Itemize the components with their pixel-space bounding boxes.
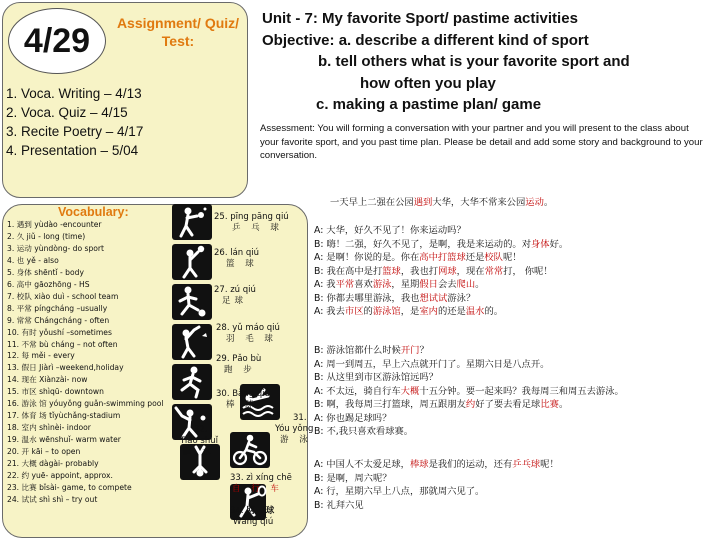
dialog-line: B: 嗨！二强，好久不见了，是啊，我是来运动的。对身体好。 — [314, 238, 569, 250]
sport-label-27 — [214, 285, 256, 307]
dialog-line: B: 不,我只喜欢看球赛。 — [314, 426, 414, 437]
dialog-line: A: 大华，好久不见了！你来运动吗？ — [314, 225, 466, 236]
dialog-block-2 — [314, 344, 718, 439]
vocab-item: 13. 假日 Jiàrì –weekend,holiday — [7, 363, 124, 373]
sport-pinyin: 28. yǔ máo qiú — [216, 323, 280, 333]
sport-hanzi: 足球 — [222, 296, 248, 306]
dialog-line: B: 你都去哪里游泳，我也想试试游泳？ — [314, 292, 476, 304]
vocab-item: 19. 温水 wēnshuǐ- warm water — [7, 435, 121, 445]
dialog-line: A: 周一到周五，早上六点就开门了。星期六日是八点开。 — [314, 358, 550, 370]
running-icon — [172, 364, 212, 400]
dialog-line: A: 是啊！你说的是。你在高中打篮球还是校队呢！ — [314, 252, 522, 263]
vocab-item: 7. 校队 xiào duì - school team — [7, 291, 119, 301]
sport-label-25 — [214, 212, 289, 234]
table-tennis-icon — [172, 204, 212, 240]
sport-pinyin: 33. zì xíng chē — [230, 473, 292, 483]
vocab-item: 23. 比赛 bǐsài- game, to compete — [7, 482, 132, 492]
sport-label-28 — [216, 323, 280, 345]
vocab-item: 21. 大概 dàgài- probably — [7, 459, 99, 469]
badminton-icon — [172, 324, 212, 360]
sport-pinyin: 25. pīng pāng qiú — [214, 212, 289, 222]
vocab-item: 4. 也 yě - also — [7, 255, 59, 265]
dialog-line: B: 礼拜六见 — [314, 499, 364, 511]
vocab-item: 17. 体育 场 tǐyùchǎng-stadium — [7, 411, 121, 421]
dialog-line: B: 游泳馆都什么时候开门？ — [314, 345, 429, 356]
sport-label-31 — [253, 413, 313, 446]
schedule-item: 4. Presentation – 5/04 — [6, 143, 139, 158]
schedule-item: 2. Voca. Quiz – 4/15 — [6, 105, 128, 120]
sport-hanzi: 游 泳 — [280, 435, 312, 445]
vocab-item: 15. 市区 shìqū- downtown — [7, 387, 104, 397]
dialog-line: A: 我平常喜欢游泳，星期假日会去爬山。 — [314, 279, 485, 290]
sport-pinyin: Tiào shuǐ — [180, 436, 218, 446]
vocab-item: 16. 游泳 馆 yóuyǒng guǎn-swimming pool — [7, 399, 164, 409]
sport-label-29 — [216, 354, 261, 376]
sport-hanzi: 篮 球 — [226, 259, 258, 269]
dialog-line: B: 从这里到市区游泳馆远吗？ — [314, 372, 439, 383]
vocab-item: 10. 有时 yǒushí –sometimes — [7, 327, 112, 337]
vocab-item: 12. 每 měi - every — [7, 351, 75, 361]
schedule-list — [6, 84, 244, 160]
schedule-item: 1. Voca. Writing – 4/13 — [6, 86, 142, 101]
sport-number: 32. — [194, 425, 208, 435]
sport-hanzi: 跑 步 — [224, 365, 256, 375]
sport-label-30 — [216, 389, 270, 411]
objective-a: Objective: a. describe a different kind of sport — [262, 31, 589, 49]
sport-pinyin: Wǎng qiú — [233, 517, 274, 527]
sport-pinyin: 27. zú qiú — [214, 285, 256, 295]
vocab-item: 9. 常常 Chángcháng - often — [7, 315, 110, 325]
vocab-item: 1. 遇到 yùdào -encounter — [7, 220, 102, 229]
dialog-line: A: 我去市区的游泳馆，是室内的还是温水的。 — [314, 306, 504, 317]
sport-number: 31. — [293, 413, 307, 423]
dialog-line: A: 行，星期六早上八点，那就周六见了。 — [314, 486, 485, 497]
vocab-item: 18. 室内 shìnèi- indoor — [7, 423, 91, 433]
sport-pinyin: 30. Bàng qiú — [216, 389, 270, 399]
vocab-item: 22. 约 yuē- appoint, approx. — [7, 471, 113, 481]
sport-label-33 — [230, 473, 292, 495]
assignment-title: Assignment/ Quiz/ Test: — [116, 15, 240, 49]
vocab-item: 24. 试试 shì shì – try out — [7, 494, 98, 504]
assessment-text: Assessment: You will forming a conversation with your partner and you will present to the class about your favorite sport, and you past time plan. Please be detail and add some story and background to your conversation. — [260, 123, 703, 161]
sport-pinyin: 29. Pǎo bù — [216, 354, 262, 364]
dialog-intro: 一天早上二强在公园遇到大华，大华不常来公园运动。 — [330, 197, 554, 208]
sport-label-32 — [180, 425, 218, 458]
dialog-line: B: 啊，我每周三打篮球，周五跟朋友约好了要去看足球比赛。 — [314, 399, 569, 410]
vocabulary-list — [7, 219, 185, 506]
dialog-block-3 — [314, 458, 718, 512]
vocabulary-title: Vocabulary: — [58, 205, 129, 219]
objective-b2: how often you play — [360, 74, 496, 92]
vocab-item: 5. 身体 shēntǐ - body — [7, 267, 84, 277]
objective-c: c. making a pastime plan/ game — [316, 96, 542, 113]
sport-pinyin: Yóu yǒng — [275, 424, 314, 434]
sport-hanzi: 棒 球 — [226, 400, 258, 410]
vocab-item: 11. 不常 bù cháng – not often — [7, 339, 118, 349]
vocab-item: 6. 高中 gāozhōng - HS — [7, 279, 90, 289]
football-icon — [172, 284, 212, 320]
dialog-block-1 — [314, 224, 718, 319]
sport-pinyin: 26. lán qiú — [214, 248, 260, 258]
vocab-item: 3. 运动 yùndòng- do sport — [7, 243, 105, 253]
sport-number: 34. — [230, 506, 244, 516]
unit-header — [262, 8, 717, 116]
sport-hanzi: 网 球 — [246, 506, 279, 516]
dialog-line: A: 不太远，骑自行车大概十五分钟。要一起来吗？我每周三和周五去游泳。 — [314, 385, 624, 397]
sport-hanzi: 乒 乓 球 — [232, 223, 283, 233]
sport-hanzi: 自 行 车 — [232, 484, 283, 494]
dialog-line: B: 是啊，周六呢？ — [314, 472, 392, 484]
sport-hanzi: 跳 水 — [183, 447, 215, 457]
sport-hanzi: 羽 毛 球 — [226, 334, 277, 344]
schedule-item: 3. Recite Poetry – 4/17 — [6, 124, 144, 139]
vocab-item: 8. 平常 píngcháng –usually — [7, 303, 108, 313]
vocab-item: 20. 开 kāi – to open — [7, 447, 81, 457]
dialog-line: B: 我在高中是打篮球，我也打网球，现在常常打， 你呢！ — [314, 265, 553, 277]
basketball-icon — [172, 244, 212, 280]
dialog-line: A: 中国人不太爱足球，棒球是我们的运动，还有乒乓球呢！ — [314, 459, 559, 470]
objective-b: b. tell others what is your favorite sport and — [318, 53, 630, 70]
vocab-item: 2. 久 jiǔ - long (time) — [7, 231, 86, 241]
dialog-line: A: 你也踢足球吗？ — [314, 412, 392, 424]
vocab-item: 14. 现在 Xiànzài- now — [7, 375, 88, 385]
unit-title: Unit - 7: My favorite Sport/ pastime activities — [262, 10, 578, 27]
date-bubble: 4/29 — [8, 8, 106, 74]
sport-label-26 — [214, 248, 259, 270]
sport-label-34 — [230, 506, 278, 528]
